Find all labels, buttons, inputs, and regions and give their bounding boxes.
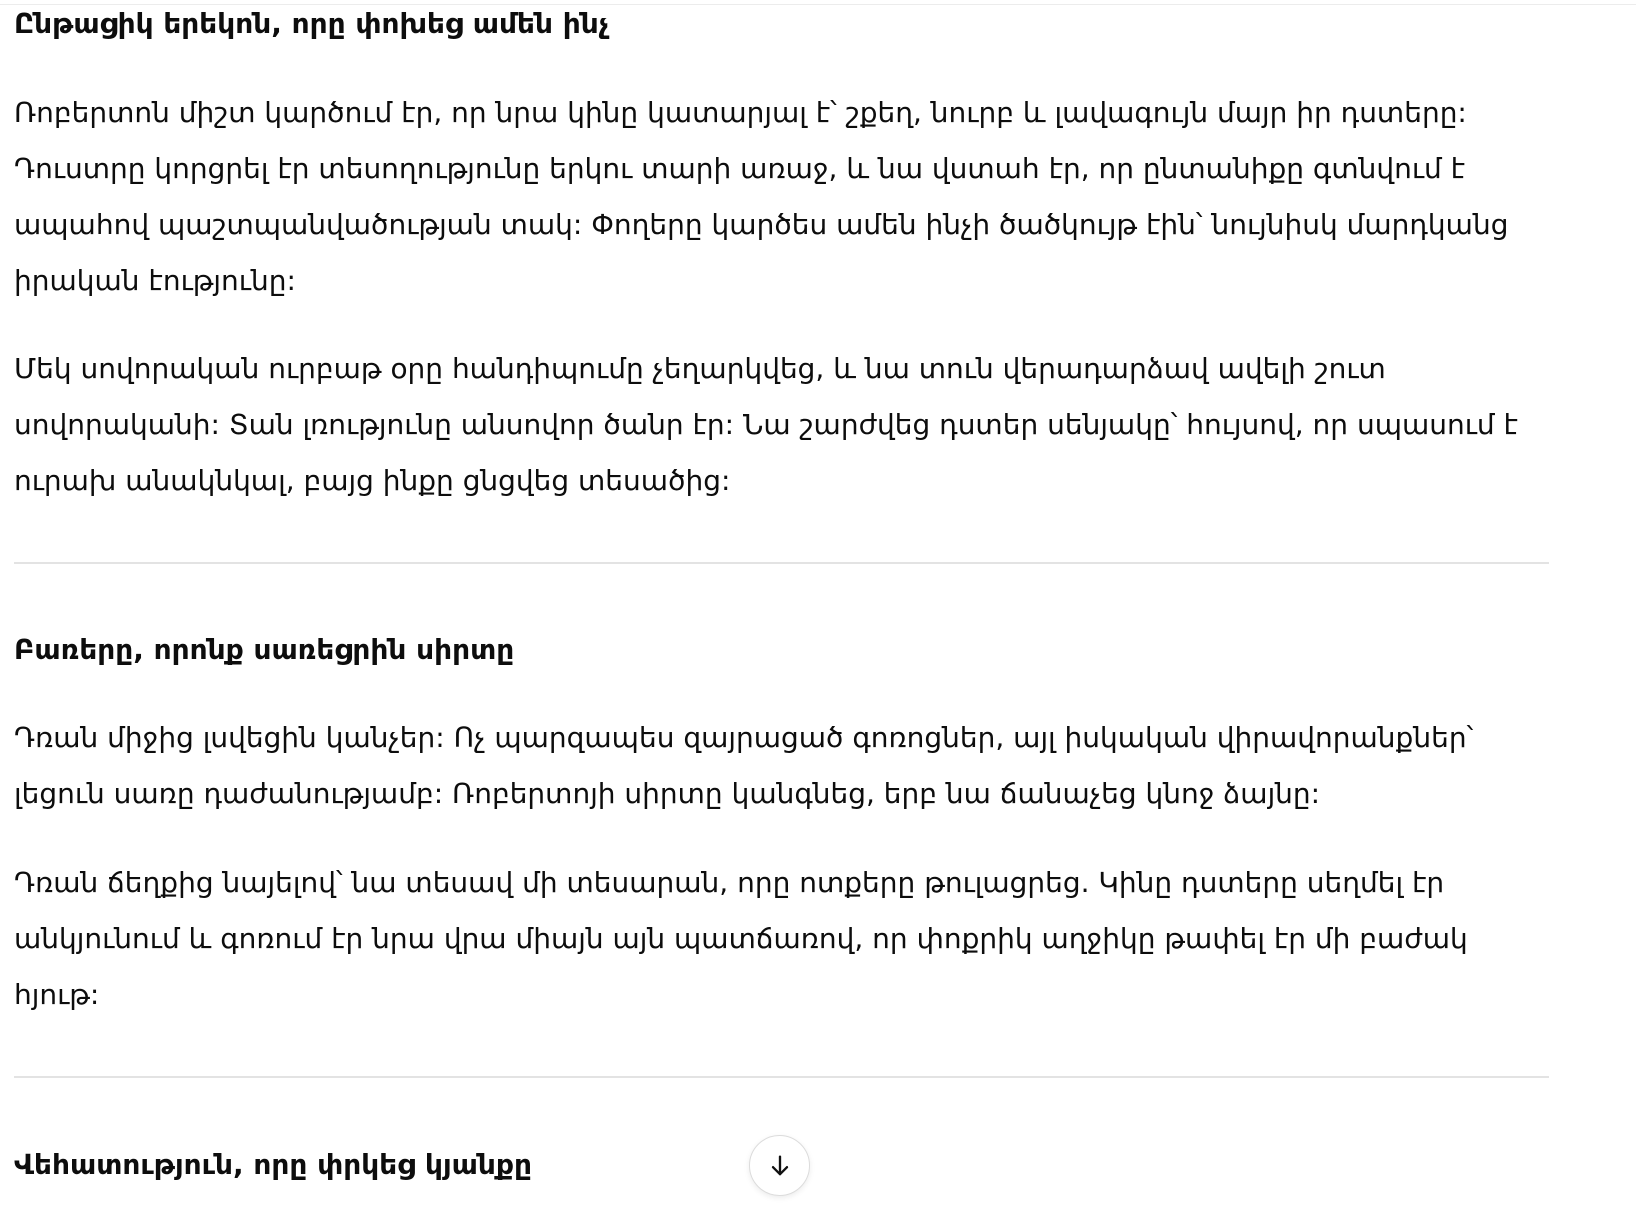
section-divider xyxy=(14,562,1549,564)
section-1-paragraph-2: Մեկ սովորական ուրբաթ օրը հանդիպումը չեղարկվեց, և նա տուն վերադարձավ ավելի շուտ սովորականի: Տան լռությունը անսովոր ծանր էր: Նա շարժվեց դստեր սենյակը՝ հույսով, որ սպասում է ուրախ անակնկալ, բայց ինքը ցնցվեց տեսածից: xyxy=(14,352,1518,497)
section-1-paragraph-1: Ռոբերտոն միշտ կարծում էր, որ նրա կինը կատարյալ է՝ շքեղ, նուրբ և լավագույն մայր իր դստերը: Դուստրը կորցրել էր տեսողությունը երկու տարի առաջ, և նա վստահ էր, որ ընտանիքը գտնվում է ապահով պաշտպանվածության տակ: Փողերը կարծես ամեն ինչի ծածկույթ էին՝ նույնիսկ մարդկանց իրական էությունը: xyxy=(14,96,1509,297)
section-title-3: Վեհատություն, որը փրկեց կյանքը xyxy=(14,1148,532,1181)
section-2-paragraph-2: Դռան ճեղքից նայելով՝ նա տեսավ մի տեսարան, որը ոտքերը թուլացրեց. Կինը դստերը սեղմել էր անկյունում և գոռում էր նրա վրա միայն այն պատճառով, որ փոքրիկ աղջիկը թափել էր մի բաժակ հյութ: xyxy=(14,866,1468,1011)
arrow-down-icon xyxy=(766,1152,794,1180)
section-2-paragraph-1: Դռան միջից լսվեցին կանչեր: Ոչ պարզապես զայրացած գոռոցներ, այլ իսկական վիրավորանքներ՝ լեցուն սառը դաժանությամբ: Ռոբերտոյի սիրտը կանգնեց, երբ նա ճանաչեց կնոջ ձայնը: xyxy=(14,721,1474,810)
section-title-2: Բառերը, որոնք սառեցրին սիրտը xyxy=(14,633,515,666)
section-divider xyxy=(14,1076,1549,1078)
scroll-to-bottom-button[interactable] xyxy=(749,1135,810,1196)
section-title-1: Ընթացիկ երեկոն, որը փոխեց ամեն ինչ xyxy=(14,7,609,40)
